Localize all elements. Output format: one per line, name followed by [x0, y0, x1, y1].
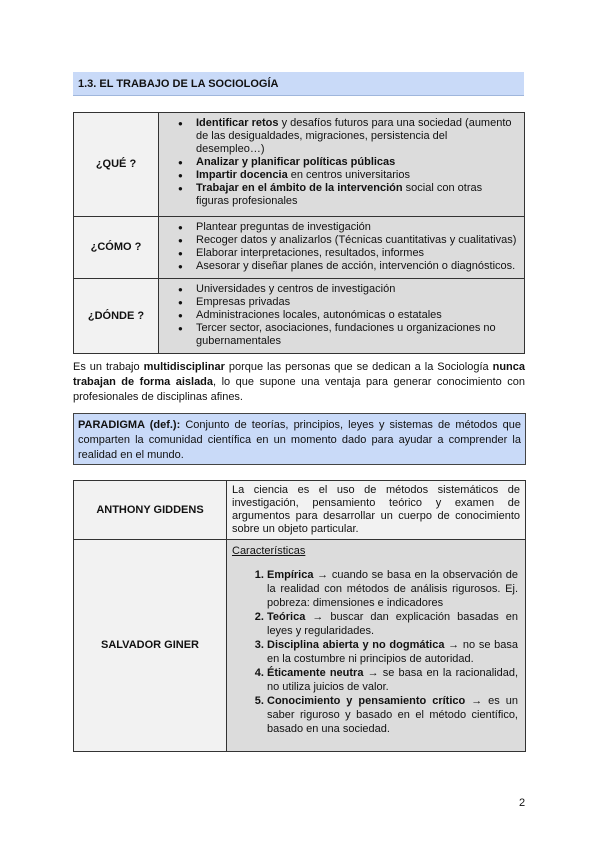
list-item: ● Asesorar y diseñar planes de acción, intervención o diagnósticos. [196, 260, 518, 273]
list-item: ● Recoger datos y analizarlos (Técnicas cuantitativas y cualitativas) [196, 234, 518, 247]
list-item: ● Tercer sector, asociaciones, fundaciones u organizaciones no gubernamentales [196, 322, 518, 348]
characteristics-heading: Características [232, 545, 306, 557]
list-item: ● Plantear preguntas de investigación [196, 221, 518, 234]
list-item: 3. Disciplina abierta y no dogmática → no se basa en la costumbre ni principios de autoridad. [267, 638, 520, 666]
question-content-que [159, 113, 525, 217]
list-item: 5. Conocimiento y pensamiento crítico → es un saber riguroso y basado en el método científico, basado en una sociedad. [267, 694, 520, 736]
question-label-donde: ¿DÓNDE ? [74, 279, 159, 354]
multidisciplinary-paragraph: Es un trabajo multidisciplinar porque las personas que se dedican a la Sociología nunca trabajan de forma aislada, lo que supone una ventaja para generar conocimiento con profesionales de disciplinas afines. [73, 361, 526, 403]
list-item: 1. Empírica → cuando se basa en la observación de la realidad con métodos de análisis rigurosos. Ej. pobreza: dimensiones e indicadores [267, 568, 520, 610]
list-item: ● Trabajar en el ámbito de la intervención social con otras figuras profesionales [196, 182, 518, 208]
definition-text: Conjunto de teorías, principios, leyes y sistemas de métodos que comparten la comunidad científica en un momento dado para ayudar a comprender la realidad en el mundo. [78, 419, 521, 461]
question-content-donde [159, 279, 525, 354]
question-label-que: ¿QUÉ ? [74, 113, 159, 217]
author-name-giner: SALVADOR GINER [74, 540, 227, 752]
author-content-giner [227, 540, 526, 752]
authors-table [73, 480, 526, 752]
table-row-giddens [74, 481, 526, 540]
question-content-como [159, 217, 525, 279]
author-name-giddens: ANTHONY GIDDENS [74, 481, 227, 540]
characteristics-list [232, 568, 520, 736]
list-item: ● Universidades y centros de investigación [196, 283, 518, 296]
table-row-como [74, 217, 525, 279]
list-item: 4. Éticamente neutra → se basa en la racionalidad, no utiliza juicios de valor. [267, 666, 520, 694]
table-row-giner [74, 540, 526, 752]
list-item: ● Administraciones locales, autonómicas o estatales [196, 309, 518, 322]
question-label-como: ¿CÓMO ? [74, 217, 159, 279]
section-title: 1.3. EL TRABAJO DE LA SOCIOLOGÍA [73, 72, 524, 96]
list-item: ● Elaborar interpretaciones, resultados, informes [196, 247, 518, 260]
list-item: 2. Teórica → buscar dan explicación basadas en leyes y regularidades. [267, 610, 520, 638]
list-item: ● Analizar y planificar políticas públicas [196, 156, 518, 169]
page-number: 2 [519, 797, 526, 809]
paradigm-definition [73, 413, 526, 465]
questions-table [73, 112, 525, 354]
table-row-que [74, 113, 525, 217]
list-item: ● Identificar retos y desafíos futuros para una sociedad (aumento de las desigualdades, migraciones, persistencia del desempleo…) [196, 117, 518, 156]
definition-term: PARADIGMA (def.): [78, 419, 181, 431]
author-text-giddens: La ciencia es el uso de métodos sistemáticos de investigación, pensamiento teórico y examen de argumentos para desarrollar un cuerpo de conocimiento sobre un objeto particular. [227, 481, 526, 540]
list-item: ● Impartir docencia en centros universitarios [196, 169, 518, 182]
table-row-donde [74, 279, 525, 354]
list-item: ● Empresas privadas [196, 296, 518, 309]
